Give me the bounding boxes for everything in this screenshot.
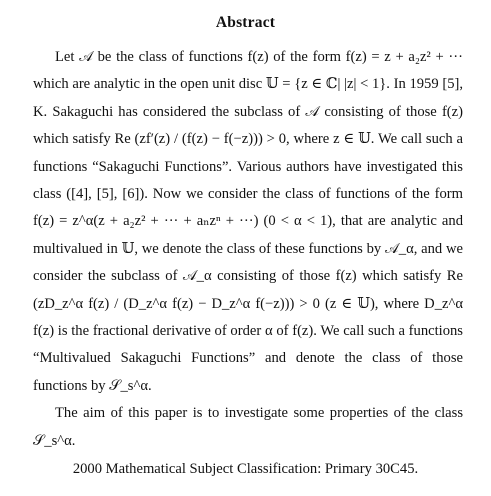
abstract-body bbox=[33, 44, 463, 455]
abstract-paragraph-2: The aim of this paper is to investigate some properties of the class 𝒮_s^α. bbox=[33, 405, 463, 449]
subject-classification: 2000 Mathematical Subject Classification: Primary 30C45. bbox=[72, 461, 419, 477]
abstract-heading: Abstract bbox=[215, 14, 276, 31]
abstract-paragraph-1: Let 𝒜 be the class of functions f(z) of the form f(z) = z + a₂z² + ··· which are analytic in the open unit disc 𝕌 = {z ∈ ℂ| |z| < 1}. In 1959 [5], K. Sakaguchi has considered the subclass of 𝒜 consisting of those f(z) which satisfy Re (zf′(z) / (f(z) − f(−z))) > 0, where z ∈ 𝕌. We call such a functions “Sakaguchi Functions”. Various authors have investigated this class ([4], [5], [6]). Now we consider the class of functions of the form f(z) = z^α(z + a₂z² + ··· + aₙzⁿ + ···) (0 < α < 1), that are analytic and multivalued in 𝕌, we denote the class of these functions by 𝒜_α, and we consider the subclass of 𝒜_α consisting of those f(z) which satisfy Re (zD_z^α f(z) / (D_z^α f(z) − D_z^α f(−z))) > 0 (z ∈ 𝕌), where D_z^α f(z) is the fractional derivative of order α of f(z). We call such a functions “Multivalued Sakaguchi Functions” and denote the class of those functions by 𝒮_s^α. bbox=[33, 49, 463, 394]
